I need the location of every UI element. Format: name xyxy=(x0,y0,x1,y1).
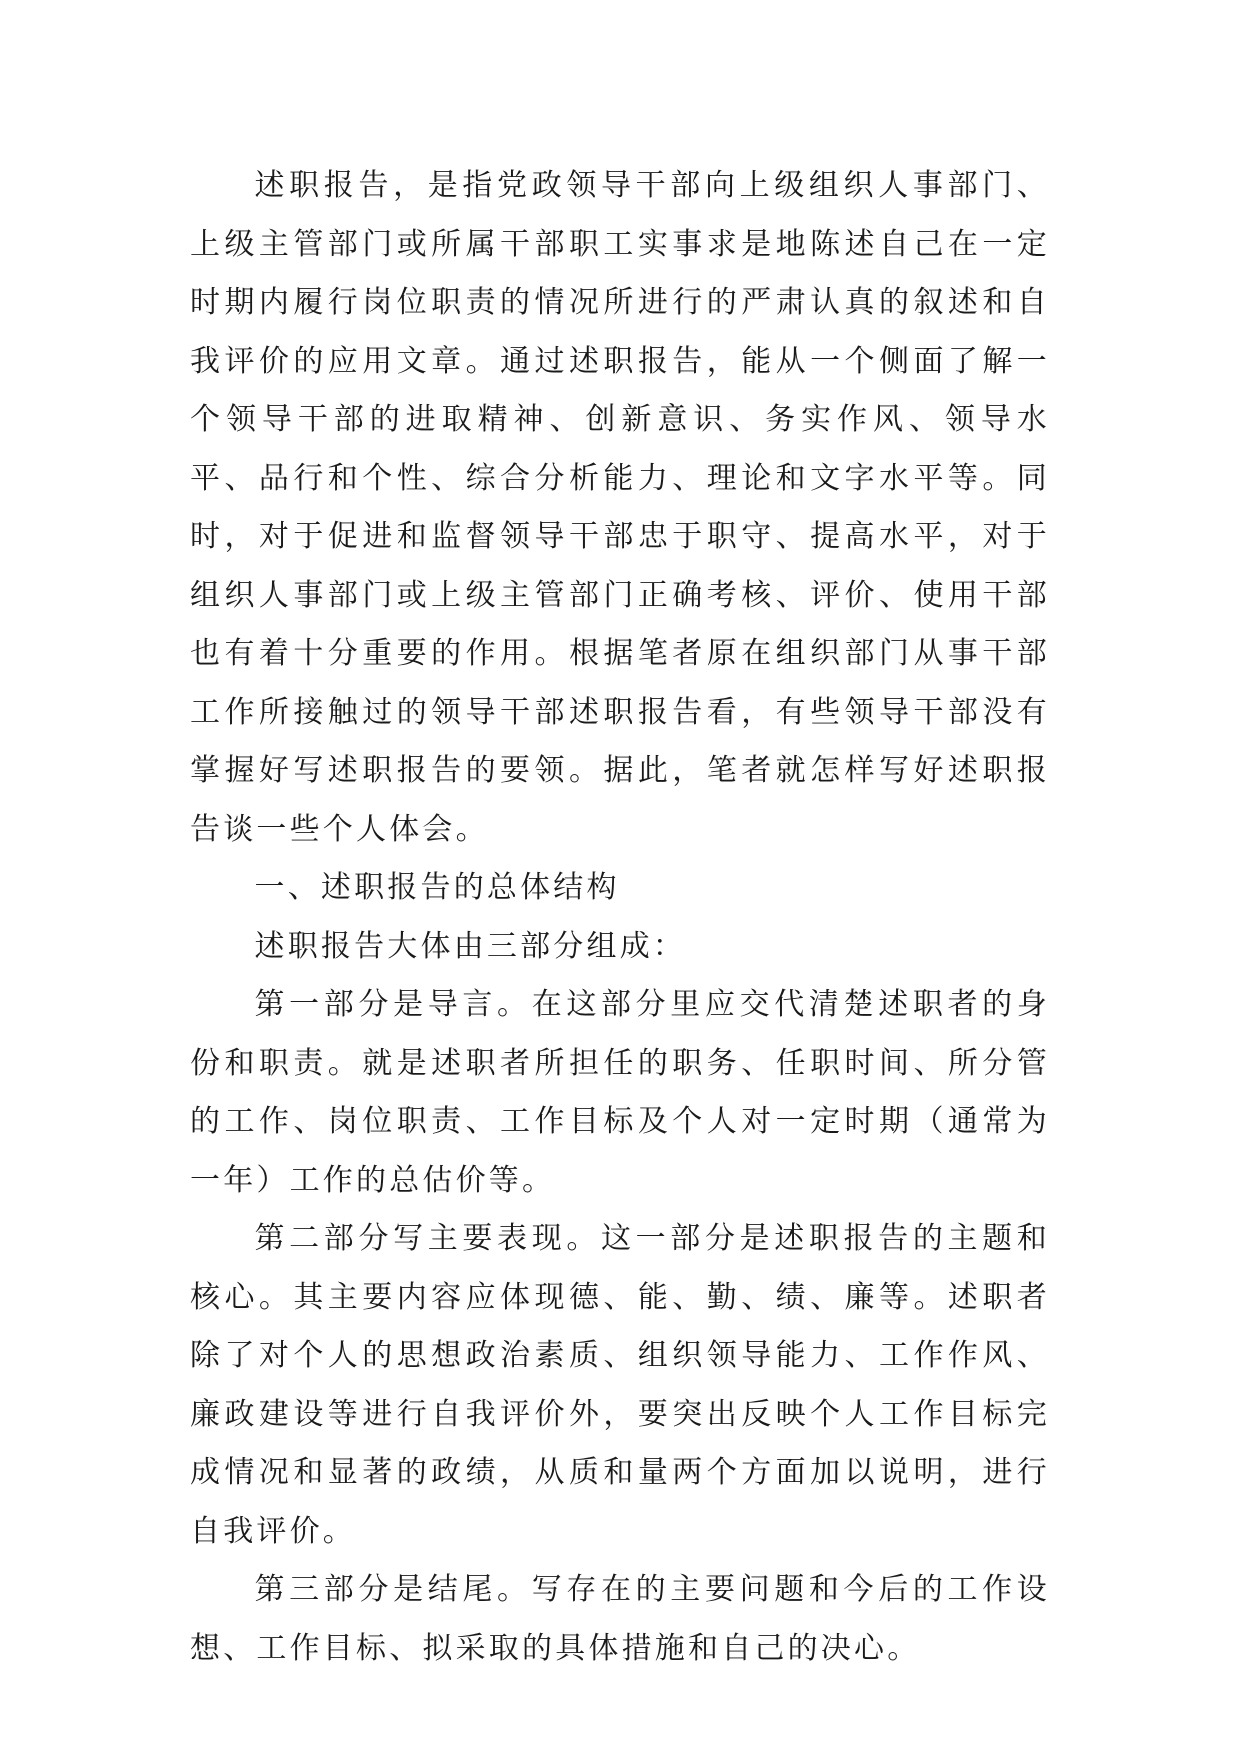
structure-paragraph: 述职报告大体由三部分组成： xyxy=(254,928,687,964)
part-two-paragraph: 第二部分写主要表现。这一部分是述职报告的主题和核心。其主要内容应体现德、能、勤、绩、廉等。述职者除了对个人的思想政治素质、组织领导能力、工作作风、廉政建设等进行自我评价外，要突出反映个人工作目标完成情况和显著的政绩，从质和量两个方面加以说明，进行自我评价。 xyxy=(190,1221,1050,1549)
intro-paragraph: 述职报告，是指党政领导干部向上级组织人事部门、上级主管部门或所属干部职工实事求是地陈述自己在一定时期内履行岗位职责的情况所进行的严肃认真的叙述和自我评价的应用文章。通过述职报告，能从一个侧面了解一个领导干部的进取精神、创新意识、务实作风、领导水平、品行和个性、综合分析能力、理论和文字水平等。同时，对于促进和监督领导干部忠于职守、提高水平，对于组织人事部门或上级主管部门正确考核、评价、使用干部也有着十分重要的作用。根据笔者原在组织部门从事干部工作所接触过的领导干部述职报告看，有些领导干部没有掌握好写述职报告的要领。据此，笔者就怎样写好述职报告谈一些个人体会。 xyxy=(190,168,1050,847)
part-three-paragraph: 第三部分是结尾。写存在的主要问题和今后的工作设想、工作目标、拟采取的具体措施和自己的决心。 xyxy=(190,1572,1050,1666)
document-body xyxy=(190,157,1050,1678)
section-heading: 一、述职报告的总体结构 xyxy=(254,870,620,905)
part-one-paragraph: 第一部分是导言。在这部分里应交代清楚述职者的身份和职责。就是述职者所担任的职务、任职时间、所分管的工作、岗位职责、工作目标及个人对一定时期（通常为一年）工作的总估价等。 xyxy=(190,987,1050,1198)
